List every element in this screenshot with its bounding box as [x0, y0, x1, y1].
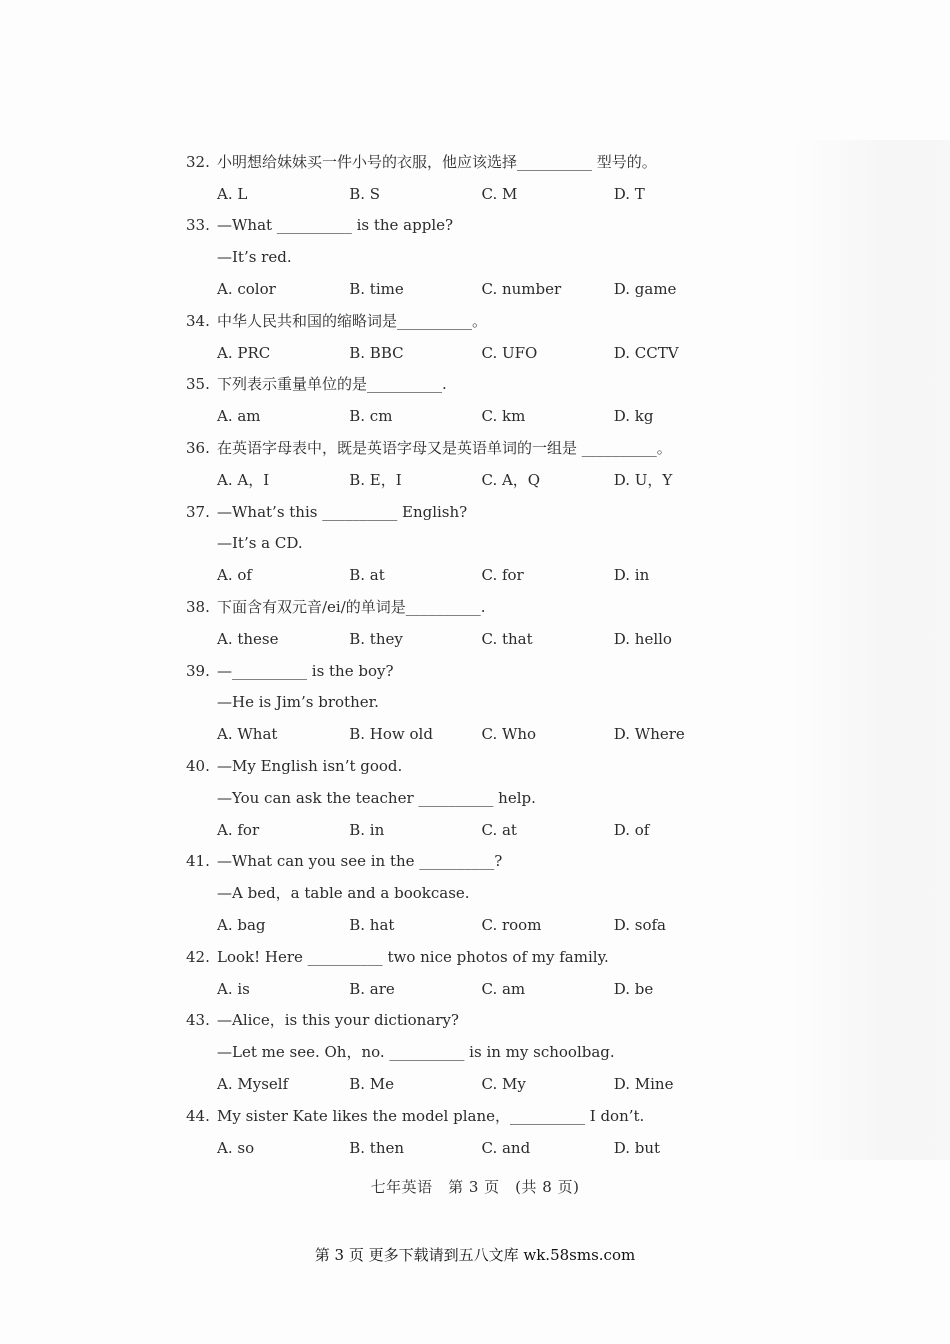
question-number: 37.	[186, 502, 210, 521]
options-row	[186, 337, 746, 369]
question-item	[186, 846, 746, 941]
option-a: A. so	[217, 1138, 255, 1157]
source-line: 第 3 页 更多下载请到五八文库 wk.58sms.com	[314, 1246, 636, 1264]
bleed-through-shadow	[790, 140, 950, 1160]
option-c: C. that	[481, 629, 533, 648]
question-text: —You can ask the teacher __________ help.	[217, 788, 536, 807]
question-stem	[186, 496, 746, 528]
option-d: D. be	[613, 979, 654, 998]
question-item	[186, 655, 746, 750]
option-a: A. am	[217, 407, 261, 426]
option-a: A. is	[217, 979, 250, 998]
question-text: 下面含有双元音/ei/的单词是__________.	[217, 598, 486, 617]
option-c: C. at	[481, 820, 517, 839]
question-dialog-line	[186, 782, 746, 814]
option-d: D. T	[613, 184, 645, 203]
option-d: D. U，Y	[613, 470, 673, 489]
option-a: A. Myself	[217, 1075, 289, 1093]
options-row	[186, 973, 746, 1005]
option-d: D. game	[613, 280, 677, 299]
options-row	[186, 909, 746, 941]
option-a: A. bag	[217, 916, 266, 935]
options-row	[186, 1068, 746, 1100]
options-row	[186, 400, 746, 432]
option-b: B. Me	[349, 1075, 395, 1093]
question-stem	[186, 432, 746, 464]
option-d: D. CCTV	[613, 343, 679, 362]
question-stem	[186, 846, 746, 878]
question-item	[186, 146, 746, 210]
question-number: 43.	[186, 1011, 210, 1030]
option-b: B. then	[349, 1138, 405, 1157]
option-b: B. they	[349, 629, 403, 648]
question-item	[186, 496, 746, 591]
options-row	[186, 718, 746, 750]
options-row	[186, 559, 746, 591]
question-number: 34.	[186, 311, 210, 330]
question-item	[186, 305, 746, 369]
question-item	[186, 432, 746, 496]
question-stem	[186, 655, 746, 687]
question-text: 中华人民共和国的缩略词是__________。	[217, 311, 488, 330]
option-b: B. S	[349, 184, 381, 203]
question-stem	[186, 750, 746, 782]
question-stem	[186, 1005, 746, 1037]
option-a: A. L	[217, 184, 248, 203]
option-b: B. in	[349, 820, 385, 839]
question-text: —He is Jim’s brother.	[217, 693, 379, 712]
option-a: A. PRC	[217, 343, 271, 362]
question-dialog-line	[186, 241, 746, 273]
option-b: B. at	[349, 566, 385, 585]
question-text: Look! Here __________ two nice photos of my family.	[217, 947, 609, 966]
question-text: —What can you see in the __________?	[217, 852, 503, 871]
question-item	[186, 591, 746, 655]
question-number: 42.	[186, 947, 210, 966]
question-item	[186, 941, 746, 1005]
option-d: D. hello	[613, 629, 672, 648]
option-b: B. How old	[349, 725, 433, 744]
option-c: C. am	[481, 979, 526, 998]
option-c: C. and	[481, 1138, 531, 1157]
question-number: 38.	[186, 598, 210, 617]
options-row	[186, 1132, 746, 1164]
option-c: C. for	[481, 566, 524, 585]
question-text: —It’s a CD.	[217, 534, 303, 553]
question-text: —What’s this __________ English?	[217, 502, 468, 521]
option-b: B. hat	[349, 916, 395, 935]
option-c: C. A，Q	[481, 470, 541, 489]
question-number: 33.	[186, 216, 210, 235]
question-item	[186, 210, 746, 305]
option-d: D. but	[613, 1138, 661, 1157]
option-a: A. for	[217, 820, 260, 839]
question-text: 小明想给妹妹买一件小号的衣服，他应该选择__________ 型号的。	[217, 152, 657, 171]
question-item	[186, 750, 746, 845]
option-c: C. room	[481, 916, 542, 935]
question-item	[186, 1005, 746, 1100]
question-text: 在英语字母表中，既是英语字母又是英语单词的一组是 __________。	[217, 439, 672, 458]
option-d: D. Mine	[613, 1075, 674, 1093]
question-item	[186, 1100, 746, 1164]
question-stem	[186, 305, 746, 337]
question-stem	[186, 941, 746, 973]
option-b: B. time	[349, 280, 404, 299]
question-number: 39.	[186, 661, 210, 680]
question-stem	[186, 1100, 746, 1132]
option-d: D. kg	[613, 407, 654, 426]
option-a: A. these	[217, 629, 279, 648]
options-row	[186, 623, 746, 655]
option-c: C. M	[481, 184, 518, 203]
question-text: —A bed，a table and a bookcase.	[217, 884, 470, 903]
question-dialog-line	[186, 687, 746, 719]
page-footer: 七年英语 第 3 页 (共 8 页)	[370, 1178, 580, 1196]
option-c: C. km	[481, 407, 526, 426]
option-c: C. My	[481, 1075, 526, 1093]
option-a: A. of	[217, 566, 252, 585]
question-dialog-line	[186, 528, 746, 560]
options-row	[186, 464, 746, 496]
question-text: —Let me see. Oh，no. __________ is in my schoolbag.	[217, 1043, 615, 1062]
option-d: D. of	[613, 820, 650, 839]
option-b: B. E，I	[349, 470, 402, 489]
question-text: —It’s red.	[217, 248, 292, 267]
options-row	[186, 814, 746, 846]
question-number: 35.	[186, 375, 210, 394]
question-stem	[186, 369, 746, 401]
option-d: D. in	[613, 566, 650, 585]
option-a: A. What	[217, 725, 278, 744]
question-number: 41.	[186, 852, 210, 871]
question-number: 32.	[186, 152, 210, 171]
question-text: My sister Kate likes the model plane，__________ I don’t.	[217, 1106, 645, 1125]
question-text: —__________ is the boy?	[217, 661, 394, 680]
options-row	[186, 273, 746, 305]
question-number: 44.	[186, 1106, 210, 1125]
question-dialog-line	[186, 1036, 746, 1068]
question-text: —My English isn’t good.	[217, 757, 403, 776]
question-number: 40.	[186, 757, 210, 776]
option-b: B. are	[349, 979, 395, 998]
question-list	[186, 146, 746, 1164]
option-d: D. sofa	[613, 916, 667, 935]
question-number: 36.	[186, 439, 210, 458]
option-c: C. UFO	[481, 343, 538, 362]
option-b: B. BBC	[349, 343, 404, 362]
question-stem	[186, 210, 746, 242]
question-text: —What __________ is the apple?	[217, 216, 454, 235]
option-d: D. Where	[613, 725, 685, 744]
question-item	[186, 369, 746, 433]
question-text: —Alice，is this your dictionary?	[217, 1011, 459, 1030]
question-dialog-line	[186, 877, 746, 909]
option-b: B. cm	[349, 407, 393, 426]
option-a: A. color	[217, 280, 276, 299]
option-c: C. Who	[481, 725, 537, 744]
question-stem	[186, 146, 746, 178]
option-c: C. number	[481, 280, 562, 299]
options-row	[186, 178, 746, 210]
question-stem	[186, 591, 746, 623]
question-text: 下列表示重量单位的是__________.	[217, 375, 447, 394]
option-a: A. A，I	[217, 470, 270, 489]
